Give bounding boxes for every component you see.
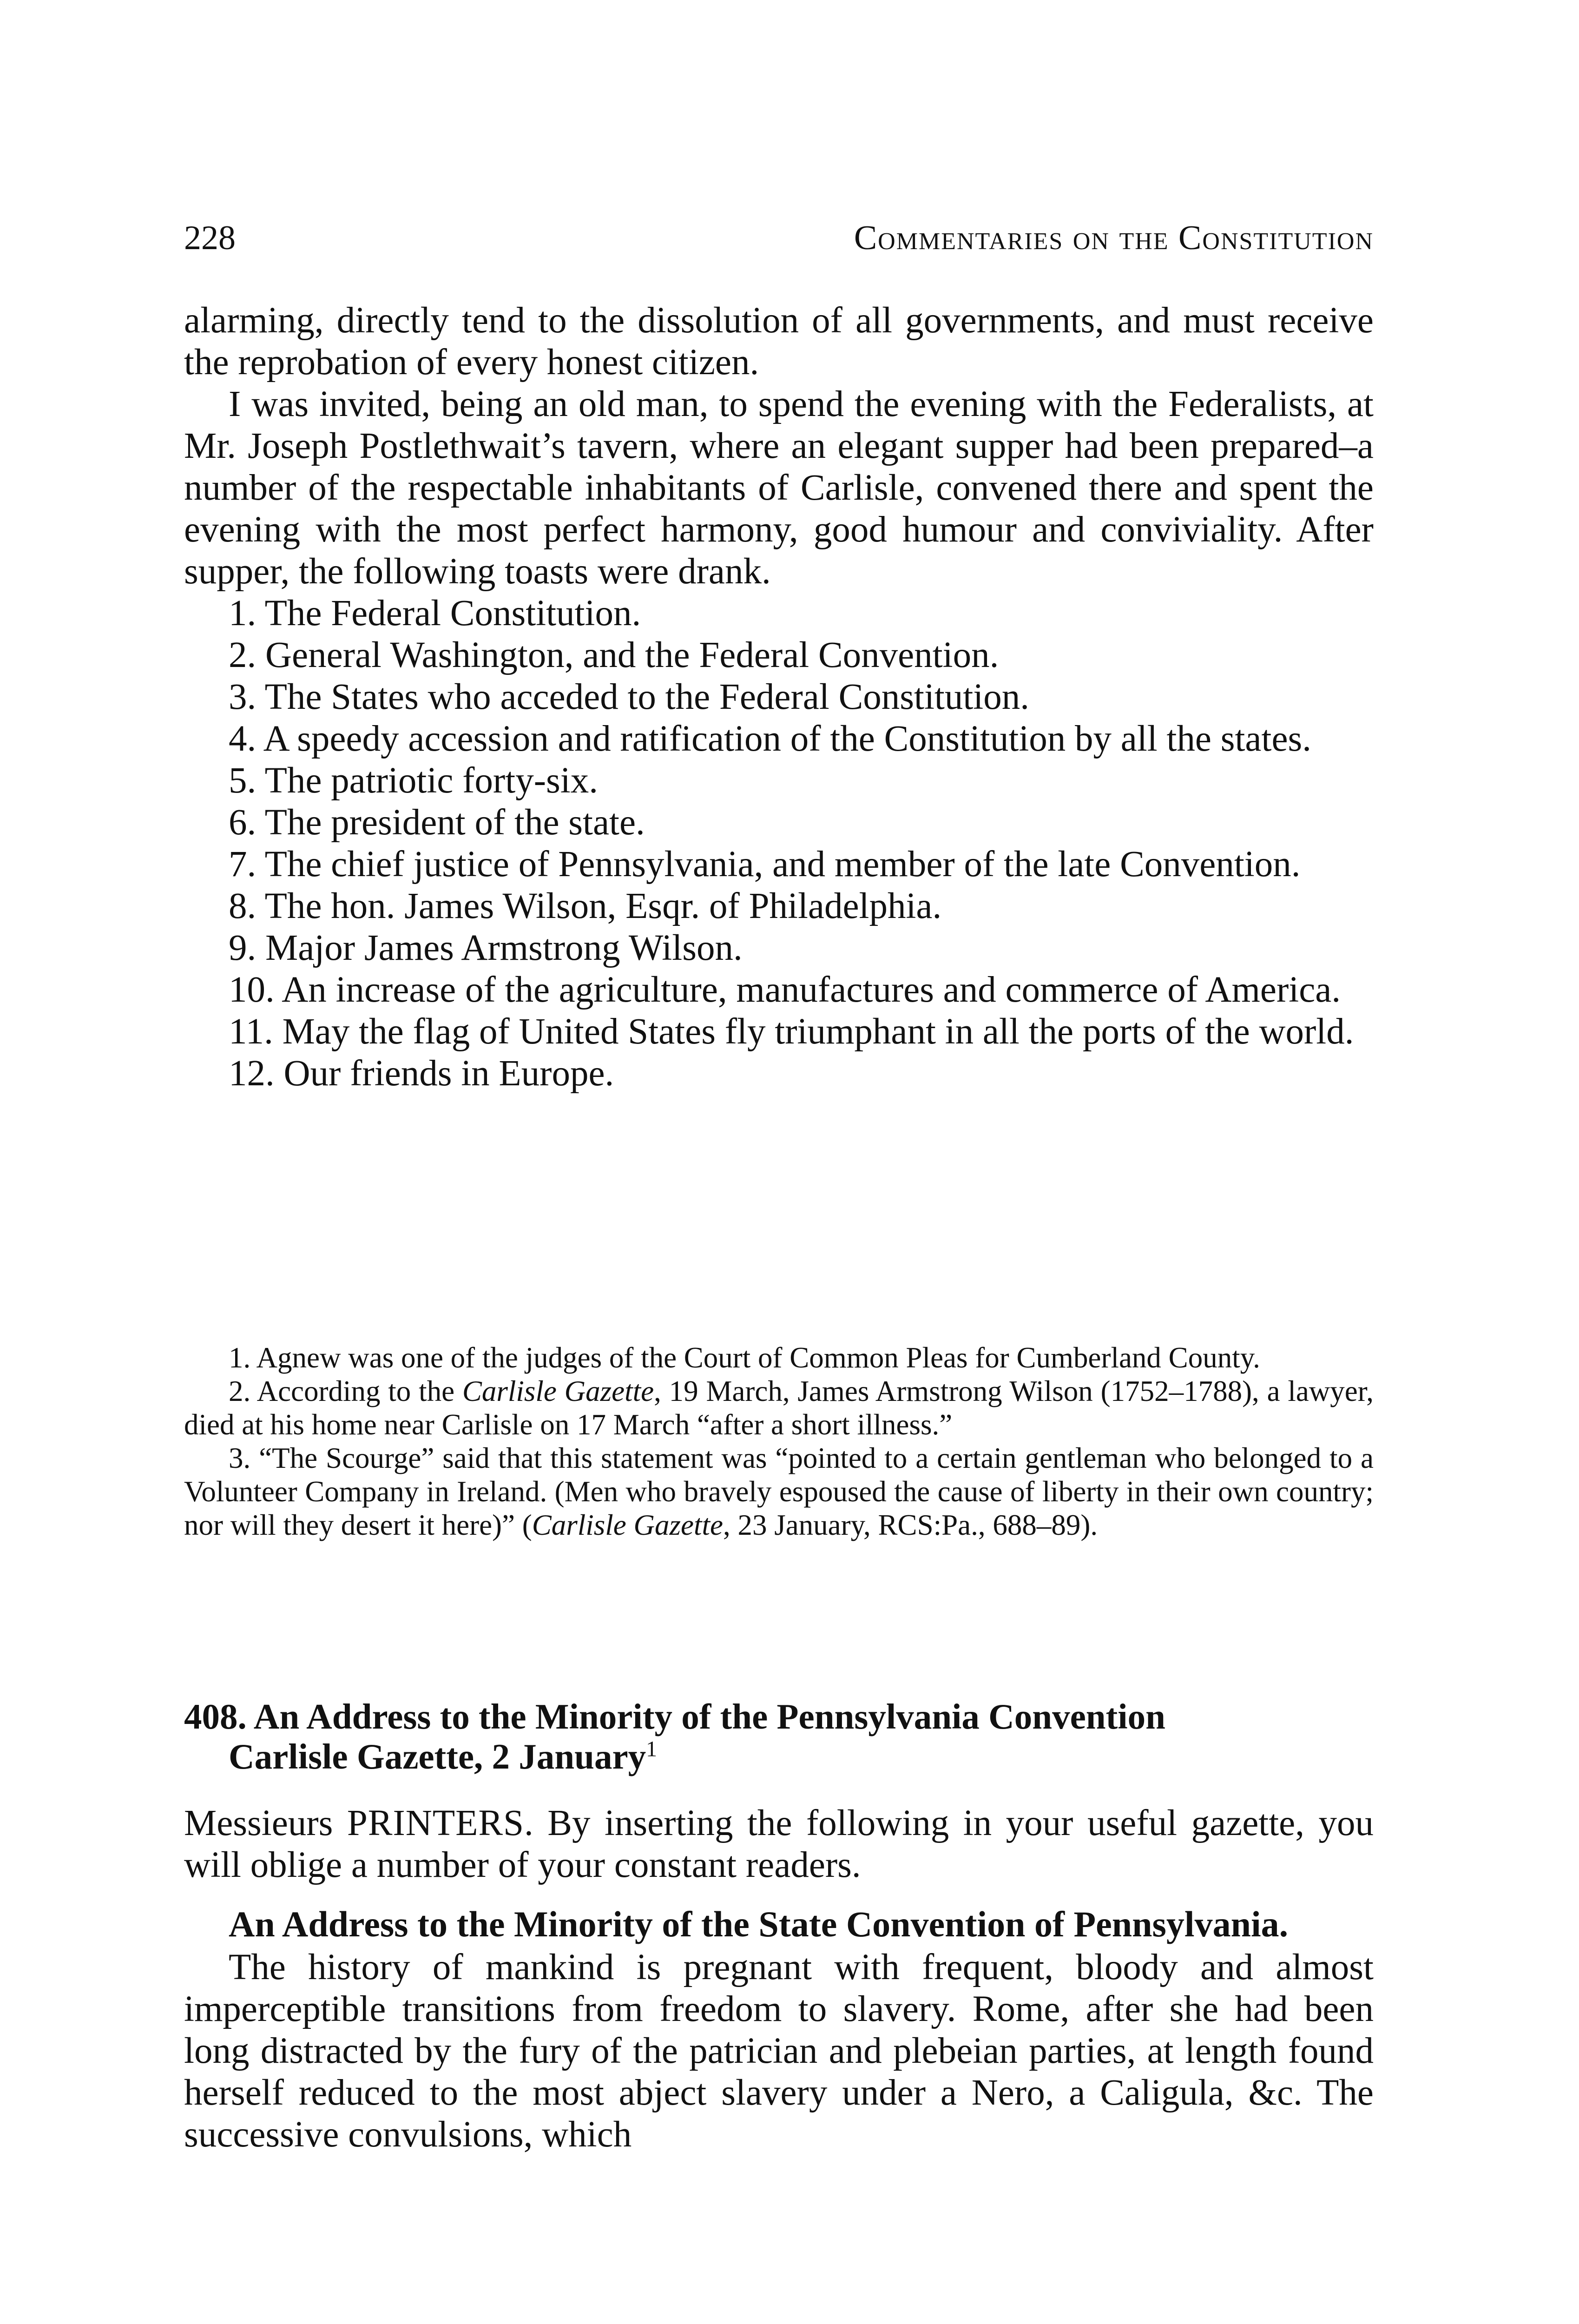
body-text bbox=[184, 300, 1374, 1095]
printers-word: PRINTERS bbox=[347, 1803, 525, 1843]
toast-item: 10. An increase of the agriculture, manufactures and commerce of America. bbox=[229, 970, 1341, 1010]
intro-paragraph: Messieurs PRINTERS. By inserting the following in your useful gazette, you will oblige a number of your constant readers. bbox=[184, 1803, 1374, 1885]
toast-item: 5. The patriotic forty-six. bbox=[229, 760, 598, 801]
toast-item: 12. Our friends in Europe. bbox=[229, 1053, 614, 1094]
paragraph: The history of mankind is pregnant with frequent, bloody and almost imperceptible transitions from freedom to slavery. Rome, after she had been long distracted by the fury of the patrician and plebeian parties, at length found herself reduced to the most abject slavery under a Nero, a Caligula, &c. The successive convulsions, which bbox=[184, 1947, 1374, 2155]
toast-item: 8. The hon. James Wilson, Esqr. of Philadelphia. bbox=[229, 886, 942, 926]
footnote: 3. “The Scourge” said that this statement was “pointed to a certain gentleman who belonged to a Volunteer Company in Ireland. (Men who bravely espoused the cause of liberty in their own country; nor will they desert it here)” (Carlisle Gazette, 23 January, RCS:Pa., 688–89). bbox=[184, 1442, 1374, 1541]
toast-item: 11. May the flag of United States fly triumphant in all the ports of the world. bbox=[229, 1011, 1354, 1052]
address-subheading: An Address to the Minority of the State Convention of Pennsylvania. bbox=[229, 1904, 1289, 1944]
footnote-marker: 1 bbox=[646, 1736, 658, 1762]
italic-title: Carlisle Gazette bbox=[532, 1509, 723, 1541]
italic-title: Carlisle Gazette bbox=[462, 1375, 654, 1407]
toast-item: 9. Major James Armstrong Wilson. bbox=[229, 928, 743, 968]
toast-item: 3. The States who acceded to the Federal Constitution. bbox=[229, 677, 1029, 717]
running-title: Commentaries on the Constitution bbox=[854, 219, 1374, 257]
footnotes bbox=[184, 1341, 1374, 1542]
address-text bbox=[184, 1947, 1374, 2156]
toast-item: 7. The chief justice of Pennsylvania, and member of the late Convention. bbox=[229, 844, 1301, 885]
document-title: 408. An Address to the Minority of the Pennsylvania Convention bbox=[184, 1697, 1165, 1736]
toast-item: 1. The Federal Constitution. bbox=[229, 593, 641, 634]
footnote: 1. Agnew was one of the judges of the Court of Common Pleas for Cumberland County. bbox=[229, 1341, 1260, 1374]
document-intro bbox=[184, 1802, 1374, 1886]
footnote: 2. According to the Carlisle Gazette, 19 March, James Armstrong Wilson (1752–1788), a lawyer, died at his home near Carlisle on 17 March “after a short illness.” bbox=[184, 1375, 1374, 1441]
toast-item: 6. The president of the state. bbox=[229, 802, 645, 843]
running-head bbox=[184, 218, 1374, 260]
toast-item: 2. General Washington, and the Federal Convention. bbox=[229, 635, 999, 675]
paragraph: alarming, directly tend to the dissolution of all governments, and must receive the reprobation of every honest citizen. bbox=[184, 300, 1374, 383]
page-number: 228 bbox=[184, 219, 236, 257]
document-heading bbox=[184, 1697, 1374, 1776]
paragraph: I was invited, being an old man, to spend the evening with the Federalists, at Mr. Joseph Postlethwait’s tavern, where an elegant supper had been prepared–a number of the respectable inhabitants of Carlisle, convened there and spent the evening with the most perfect harmony, good humour and conviviality. After supper, the following toasts were drank. bbox=[184, 384, 1374, 592]
document-source: Carlisle Gazette, 2 January$^1$ bbox=[229, 1736, 658, 1776]
toast-item: 4. A speedy accession and ratification of the Constitution by all the states. bbox=[229, 719, 1311, 759]
